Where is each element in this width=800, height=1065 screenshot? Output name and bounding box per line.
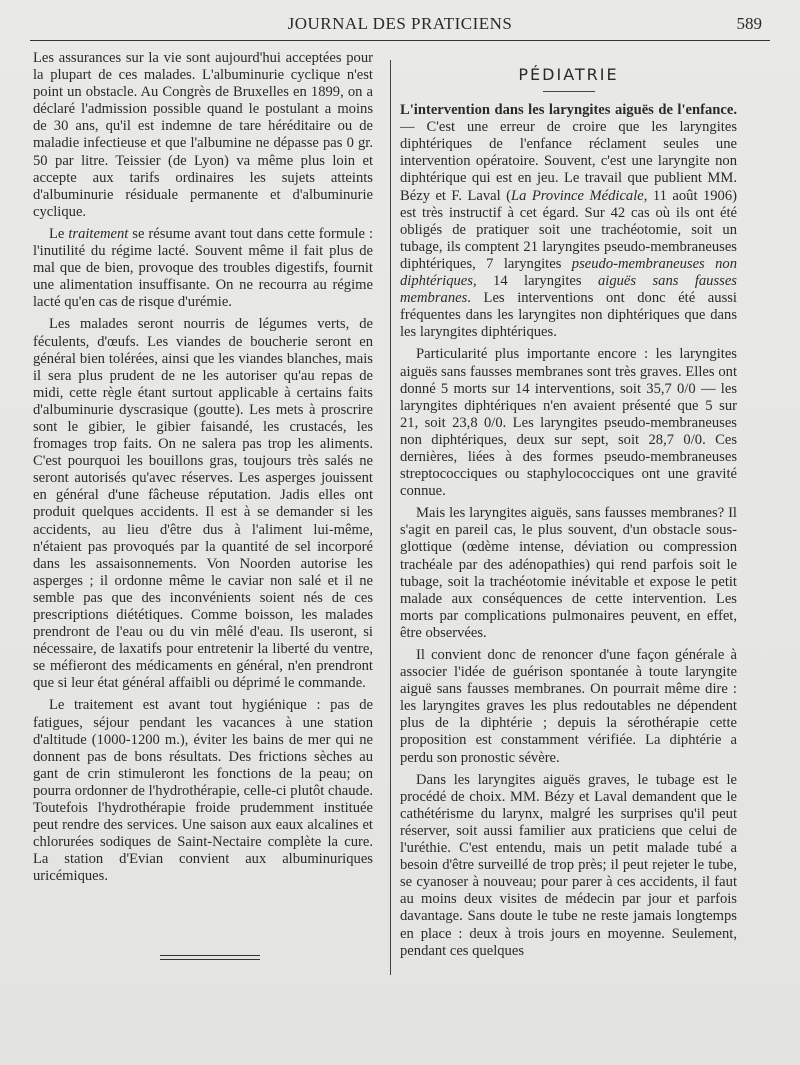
right-paragraph-gravity: Particularité plus importante encore : les laryngites aiguës sans fausses membranes sont très graves. Elles ont donné 5 morts sur 14 interventions, soit 35,7 0/0 — les laryngites diphtériques n'en avaient présenté que 5 sur 21, soit 23,8 0/0. Les laryngites pseudo-membraneuses non diphtériques, deux sur sept, soit 28,7 0/0. Ces dernières, liées à des formes pseudo-membraneuses streptococciques ou staphylococciques ont une gravité connue. [400,346,737,500]
page-number: 589 [736,14,762,33]
column-divider [390,60,391,975]
section-title: PÉDIATRIE [518,65,619,84]
left-column [33,50,373,891]
header-rule [30,40,770,41]
left-paragraph-diet: Les malades seront nourris de légumes verts, de féculents, d'œufs. Les viandes de boucherie seront en général bien tolérées, ainsi que les viandes blanches, mais il sera plus prudent de ne les autoriser qu'au repas de midi, cette règle étant surtout applicable à certains faits d'albuminurie dyscrasique (goutte). Les mets à proscrire sont le gibier, le gibier faisandé, les crustacés, les fromages trop faits. On ne salera pas trop les aliments. C'est pourquoi les bouillons gras, toujours très salés ne seront autorisés qu'avec réserves. Les asperges jouissent en général d'une fâcheuse réputation. Jadis elles ont produit quelques accidents. Il est à se demander si les accidents, au lieu d'être dus à l'aliment lui-même, n'étaient pas provoqués par la quantité de sel incorporé dans les assaisonnements. Von Noorden autorise les asperges ; il ordonne même le caviar non salé et il ne semble pas que des inconvénients soient nés de ces prescriptions diététiques. Comme boisson, les malades prendront de l'eau ou du vin mêlé d'eau. Ils useront, si nécessaire, de laxatifs pour entretenir la liberté du ventre, se méfieront des médicaments en général, n'en prendront que si leur état général affaibli ou déprimé le commande. [33,316,373,692]
text-fragment: — C'est une erreur de croire que les laryngites diphtériques de l'enfance réclament seules une intervention opératoire. Souvent, c'est une laryngite non diphtérique qui est en jeu. Le travail que publient MM. Bézy et F. Laval ( [400,119,737,204]
text-fragment: se résume avant tout dans cette formule : l'inutilité du régime lacté. Souvent même il fait plus de mal que de bien, provoque des troubles digestifs, fournit une alimentation insuffisante. On ne recourra au régime lacté qu'en cas de risque d'urémie. [33,225,373,311]
journal-reference: La Province Médicale [511,187,644,204]
right-paragraph-intro [400,102,737,341]
journal-title: JOURNAL DES PRATICIENS [287,14,513,33]
left-paragraph-hygiene: Le traitement est avant tout hygiénique : pas de fatigues, séjour pendant les vacances à une station d'altitude (1000-1200 m.), éviter les bains de mer qui ne donnent pas de bons résultats. Des frictions sèches au gant de crin stimuleront les fonctions de la peau; on pourra ordonner de l'hydrothérapie, celle-ci plutôt chaude. Toutefois l'hydrothérapie froide prudemment instituée peut rendre des services. Une saison aux eaux alcalines et chlorurées sodiques de Saint-Nectaire complète la cure. La station d'Evian convient aux albuminuriques uricémiques. [33,697,373,885]
text-fragment: , 11 août 1906) est très instructif à cet égard. Sur 42 cas où ils ont été obligés de pratiquer soit une trachéotomie, soit un tubage, ils comptent 21 laryngites pseudo-membraneuses diphtériques, 7 laryngites [400,187,737,272]
right-paragraph-conclusion: Il convient donc de renoncer d'une façon générale à associer l'idée de guérison spontanée à toute laryngite aiguë sans fausses membranes. On pourrait même dire : les laryngites graves les plus redoutables ne dépendent plus de la diphtérie ; depuis la sérothérapie cette proposition est constamment vérifiée. La diphtérie a perdu son pronostic sévère. [400,647,737,766]
right-paragraph-obstacle: Mais les laryngites aiguës, sans fausses membranes? Il s'agit en pareil cas, le plus souvent, d'un obstacle sous-glottique (œdème intense, déviation ou compression trachéale par des adénopathies) qui rend parfois soit le tubage, soit la trachéotomie inévitable et expose le petit malade aux conséquences de cette intervention. Les morts par complications pulmonaires peuvent, en effet, être observées. [400,505,737,641]
right-column [400,50,737,965]
text-fragment: . Les interventions ont donc été aussi fréquentes dans les laryngites non diphtériques que dans les laryngites diphtériques. [400,290,737,341]
text-fragment: , 14 laryngites [472,273,598,290]
page-header [30,12,770,34]
text-fragment: Le [49,225,69,242]
title-rule [543,91,595,92]
right-paragraph-tubage: Dans les laryngites aiguës graves, le tubage est le procédé de choix. MM. Bézy et Laval demandent que le cathétérisme du larynx, malgré les surprises qu'il peut réserver, soit aussi familier aux praticiens que celui de l'uréthie. C'est entendu, mais un petit malade tubé a besoin d'être surveillé de trop près; il peut rejeter le tube, se cyanoser à nouveau; pour parer à ces accidents, il faut au moins deux visites de médecin par jour et parfois davantage. Sans doute le tube ne reste jamais longtemps en place : deux à trois jours en moyenne. Seulement, pendant ces quelques [400,771,737,959]
italic-term: pseudo-membraneuses non diphtériques [400,255,737,290]
italic-term: aiguës sans fausses membranes [400,273,737,307]
italic-term: traitement [68,225,129,242]
left-paragraph-insurance: Les assurances sur la vie sont aujourd'hui acceptées pour la plupart de ces malades. L'albuminurie cyclique n'est point un obstacle. Au Congrès de Bruxelles en 1899, on a déclaré l'admission possible quand le postulant a moins de 30 ans, qu'il est indemne de tare héréditaire ou de maladie infectieuse et que l'albumine ne dépasse pas 0 gr. 50 par litre. Teissier (de Lyon) va même plus loin et accepte aux tarifs ordinaires les sujets atteints d'albuminurie résiduale permanente et d'albuminurie cyclique. [33,50,373,220]
article-end-rule [160,955,260,963]
left-paragraph-treatment [33,226,373,311]
article-heading: L'intervention dans les laryngites aiguës de l'enfance. [400,102,737,119]
